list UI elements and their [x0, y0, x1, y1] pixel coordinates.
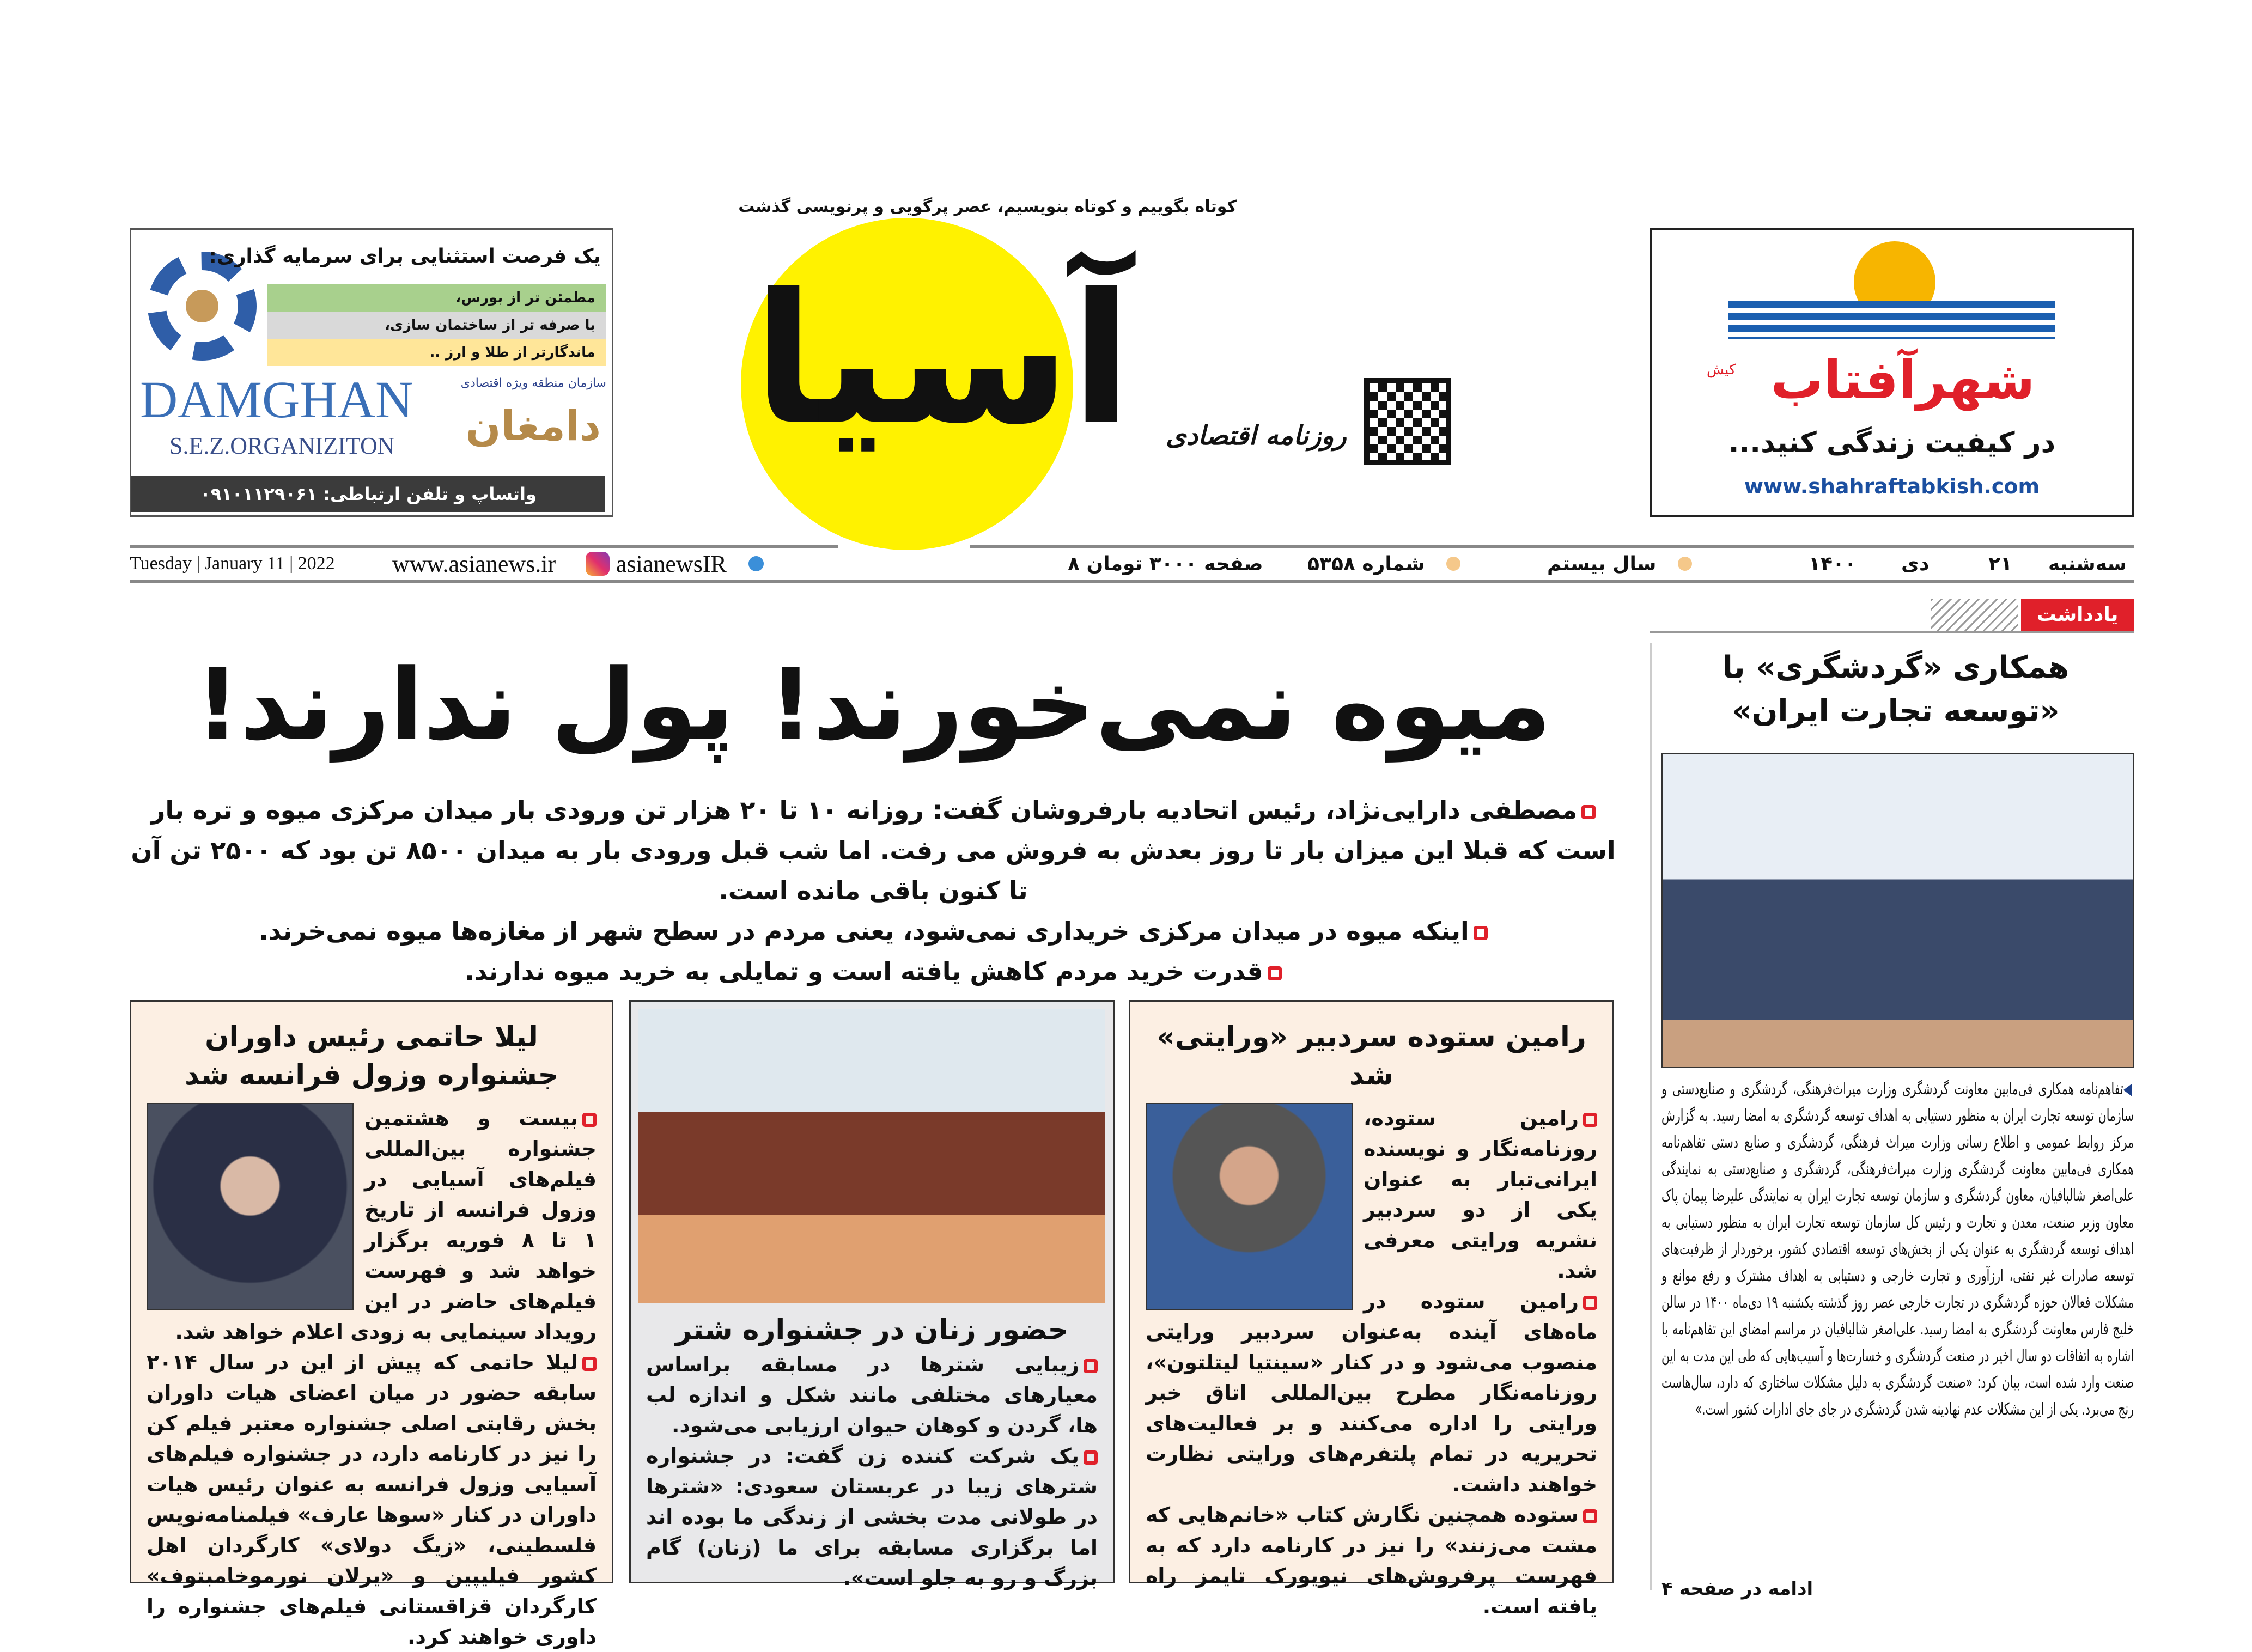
story-title: رامین ستوده سردبیر «ورایتی» شد: [1157, 1021, 1586, 1092]
story-ramin-setoodeh[interactable]: رامین ستوده سردبیر «ورایتی» شد رامین ستوده، روزنامه‌نگار و نویسنده ایرانی‌تبار به عنوان یکی از دو سردبیر نشریه ورایتی معرفی شد. رامین ستوده در ماه‌های آینده به‌عنوان سردبیر ورایتی منصوب می‌شود و در کنار «سینتیا لیتلتون»، روزنامه‌نگار مطرح بین‌المللی اتاق خبر ورایتی را اداره می‌کنند و بر فعالیت‌های تحریریه در تمام پلتفرم‌های ورایتی نظارت خواهند داشت. ستوده همچنین نگارش کتاب «خانم‌هایی که مشت می‌زنند» را نیز در کارنامه دارد که به فهرست پرفروش‌های نیویورک تایمز راه یافته است.: [1129, 1000, 1614, 1583]
ad-bullet: مطمئن تر از بورس،: [267, 284, 606, 312]
column-divider: [1650, 643, 1652, 1590]
weekday: سه‌شنبه: [2048, 552, 2127, 575]
brand-fa: دامغان: [465, 401, 601, 450]
masthead-tagline: کوتاه بگوییم و کوتاه بنویسیم، عصر پرگویی و پرنویسی گذشت: [738, 197, 1237, 216]
rule: [130, 580, 2134, 583]
day: ۲۱: [1988, 552, 2012, 575]
lead-paragraph: قدرت خرید مردم کاهش یافته است و تمایلی به خرید میوه ندارند.: [465, 956, 1263, 986]
continued-link[interactable]: ادامه در صفحه ۴: [1661, 1578, 1813, 1600]
lead-paragraph: مصطفی دارایی‌نژاد، رئیس اتحادیه بارفروشان گفت: روزانه ۱۰ تا ۲۰ هزار تن ورودی بار میدان مرکزی میوه و تره بار است که قبلا این میزان بار تا روز بعدش به فروش می رفت. اما شب قبل ورودی بار به میدان ۸۵۰۰ تن بود که ۲۵۰۰ تن آن تا کنون باقی مانده است.: [131, 795, 1616, 905]
camel-festival-photo: [638, 1009, 1105, 1303]
leila-hatami-photo: [147, 1103, 354, 1310]
brand-name: شهرآفتاب: [1770, 350, 2035, 411]
column-body: ◀تفاهم‌نامه همکاری فی‌مابین معاونت گردشگری وزارت میراث‌فرهنگی، گردشگری و صنایع‌دستی و سازمان توسعه تجارت ایران به منظور دستیابی به اهداف توسعه گردشگری به امضا رسید. به گزارش مرکز روابط عمومی و اطلاع رسانی وزارت میراث فرهنگی، گردشگری و صنایع دستی تفاهم‌نامه همکاری فی‌مابین معاونت گردشگری وزارت میراث‌فرهنگی، گردشگری و صنایع‌دستی به نمایندگی علی‌اصغر شالبافیان، معاون گردشگری و سازمان توسعه تجارت ایران به نمایندگی علیرضا پیمان پاک معاون وزیر صنعت، معدن و تجارت و رئیس کل سازمان توسعه تجارت ایران به منظور دستیابی به اهداف توسعه گردشگری به عنوان یکی از بخش‌های توسعه اقتصادی کشور، برخوردار از ظرفیت‌های توسعه صادرات غیر نفتی، ارزآوری و تجارت خارجی و دستیابی به اهداف مشترک و رفع موانع و مشکلات فعالان حوزه گردشگری در تجارت خارجی عصر روز گذشته یکشنبه ۱۹ دی‌ماه ۱۴۰۰ در سالن خلیج فارس معاونت گردشگری به امضا رسید. علی‌اصغر شالبافیان در مراسم امضای این تفاهم‌نامه با اشاره به اتفاقات دو سال اخیر در صنعت گردشگری و خسارت‌ها و آسیب‌هایی که طی این مدت به این صنعت وارد شده است، بیان کرد: «صنعت گردشگری به دلیل مشکلات ساختاری که دارد، سال‌هاست رنج می‌برد. یکی از این مشکلات عدم نهادینه شدن گردشگری در جای جای ادارات کشور است.»: [1661, 1080, 2134, 1419]
main-headline[interactable]: میوه نمی‌خورند! پول ندارند!: [195, 648, 1551, 762]
ad-url[interactable]: www.shahraftabkish.com: [1744, 474, 2040, 498]
story-title: حضور زنان در جشنواره شتر: [675, 1314, 1069, 1346]
verified-icon: [748, 556, 764, 571]
masthead-subtitle: روزنامه اقتصادی: [1166, 420, 1347, 451]
qr-code[interactable]: [1364, 378, 1451, 465]
brand-fa-top: سازمان منطقه ویژه اقتصادی: [460, 376, 606, 390]
ad-bullet: با صرفه تر از ساختمان سازی،: [267, 312, 606, 339]
dot-icon: [1446, 557, 1460, 571]
ad-bullet: ماندگارتر از طلا و ارز ..: [267, 339, 606, 366]
issue-number: شماره ۵۳۵۸: [1307, 550, 1460, 577]
column-label: یادداشت: [2021, 599, 2134, 631]
ramin-setoodeh-photo: [1146, 1103, 1353, 1310]
brand-en: DAMGHAN: [140, 370, 413, 429]
brand-en-sub: S.E.Z.ORGANIZITON: [169, 432, 395, 459]
ad-heading: یک فرصت استثنایی برای سرمایه گذاری:: [209, 245, 601, 267]
column-title[interactable]: همکاری «گردشگری» با «توسعه تجارت ایران»: [1722, 650, 2070, 729]
date-en: Tuesday | January 11 | 2022: [130, 553, 335, 574]
masthead-logo: آسیا: [752, 255, 1133, 464]
story-title: لیلا حاتمی رئیس داوران جشنواره وزول فرانسه شد: [184, 1021, 559, 1092]
website[interactable]: www.asianews.ir: [392, 550, 556, 577]
lead-paragraph: اینکه میوه در میدان مرکزی خریداری نمی‌شود، یعنی مردم در سطح شهر از مغازه‌ها میوه نمی‌خرند.: [259, 916, 1469, 946]
shahraftab-ad[interactable]: [1650, 228, 2134, 517]
rule: [1650, 631, 2134, 633]
sun-waves-logo: [1728, 241, 2055, 339]
year: ۱۴۰۰: [1809, 552, 1857, 575]
rule: [970, 545, 2134, 548]
year-volume: سال بیستم: [1547, 550, 1692, 577]
ad-contact: واتساپ و تلفن ارتباطی: ۰۹۱۰۱۱۲۹۰۶۱: [131, 476, 605, 512]
story-leila-hatami[interactable]: لیلا حاتمی رئیس داوران جشنواره وزول فرانسه شد بیست و هشتمین جشنواره بین‌المللی فیلم‌های آسیایی در وزول فرانسه از تاریخ ۱ تا ۸ فوریه برگزار خواهد شد و فهرست فیلم‌های حاضر در این رویداد سینمایی به زودی اعلام خواهد شد. لیلا حاتمی که پیش از این در سال ۲۰۱۴ سابقه حضور در میان اعضای هیات داوران بخش رقابتی اصلی جشنواره معتبر فیلم کن را نیز در کارنامه دارد، در جشنواره فیلم‌های آسیایی وزول فرانسه به عنوان رئیس هیات داوران در کنار «سوها عارف» فیلمنامه‌نویس فلسطینی، «زیگ دولای» کارگردان اهل کشور فیلیپین و «یرلان نورموخامبتوف» کارگردان قزاقستانی فیلم‌های جشنواره را داوری خواهند کرد.: [130, 1000, 613, 1583]
month: دی: [1901, 552, 1930, 575]
rule: [130, 545, 838, 548]
instagram-handle[interactable]: asianewsIR: [586, 550, 764, 577]
story-camel-festival[interactable]: حضور زنان در جشنواره شتر زیبایی شترها در مسابقه براساس معیارهای مختلفی مانند شکل و اندازه لب ها، گردن و کوهان حیوان ارزیابی می‌شود. یک شرکت کننده زن گفت: در جشنواره شترهای زیبا در عربستان سعودی: «شترها در طولانی مدت بخشی از زندگی ما بوده اند اما برگزاری مسابقه برای ما (زنان) گام بزرگ و رو به جلو است».: [629, 1000, 1115, 1583]
slogan: در کیفیت زندگی کنید...: [1728, 426, 2056, 459]
pages-price: ۸ صفحه ۳۰۰۰ تومان: [1068, 552, 1263, 575]
hatch-decoration: [1931, 599, 2018, 631]
lead-text: [130, 790, 1617, 991]
instagram-icon: [586, 552, 610, 576]
brand-small: کیش: [1707, 362, 1736, 378]
dot-icon: [1678, 557, 1692, 571]
damghan-ad[interactable]: [130, 228, 613, 517]
signing-ceremony-photo: [1661, 753, 2134, 1068]
